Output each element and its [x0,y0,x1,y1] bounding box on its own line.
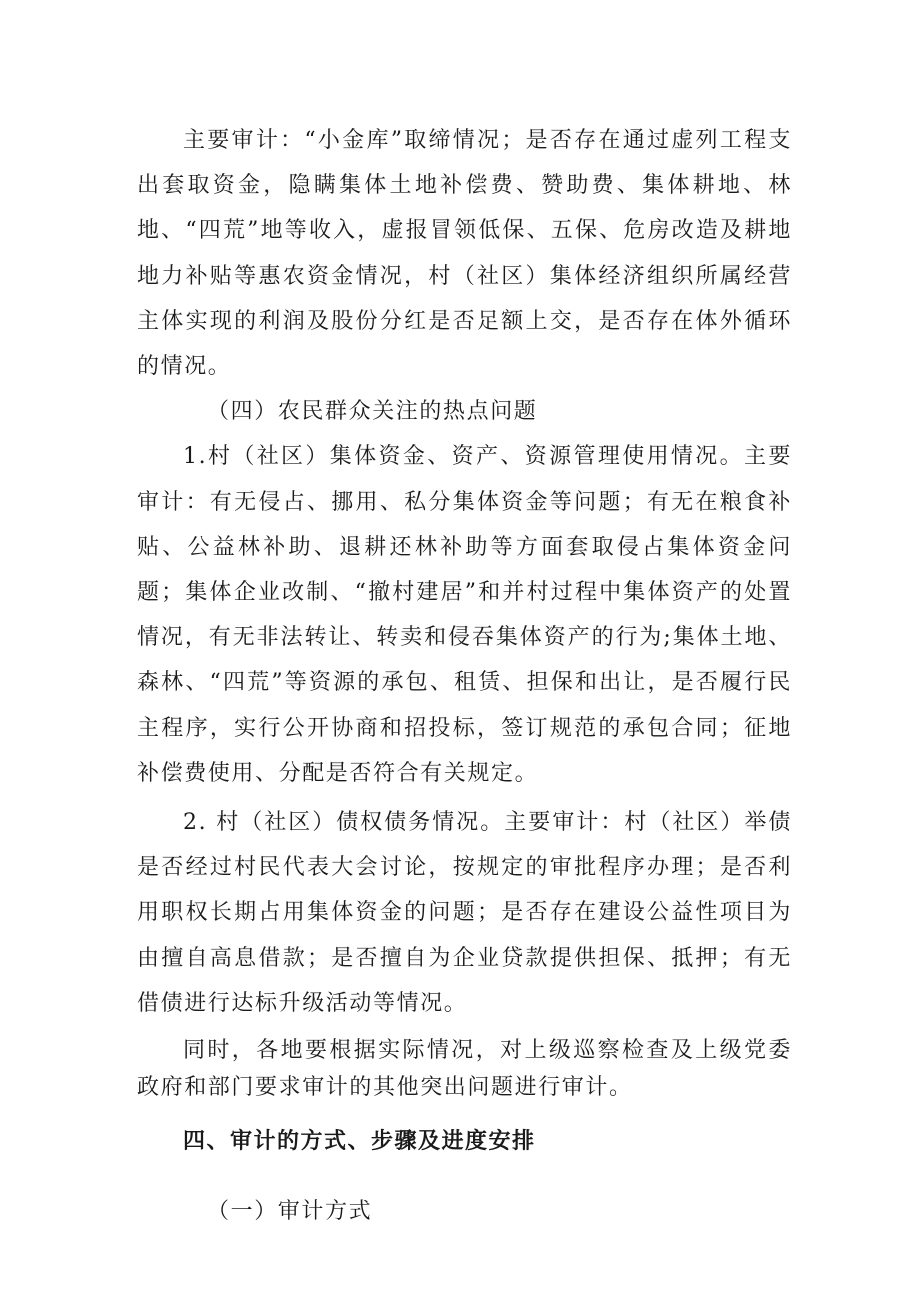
paragraph-item-2: 2. 村（社区）债权债务情况。主要审计：村（社区）举债是否经过村民代表大会讨论，按规定的审批程序办理；是否利用职权长期占用集体资金的问题；是否存在建设公益性项目为由擅自高息借款；是否擅自为企业贷款提供担保、抵押；有无借债进行达标升级活动等情况。 [137,810,792,1016]
subheading-farmer-hotspots: （四）农民群众关注的热点问题 [207,399,538,425]
paragraph-additional-issues: 同时，各地要根据实际情况，对上级巡察检查及上级党委政府和部门要求审计的其他突出问题进行审计。 [137,1038,792,1101]
subheading-audit-method: （一）审计方式 [207,1199,373,1225]
paragraph-item-1: 1.村（社区）集体资金、资产、资源管理使用情况。主要审计：有无侵占、挪用、私分集体资金等问题；有无在粮食补贴、公益林补助、退耕还林补助等方面套取侵占集体资金问题；集体企业改制、“撤村建居”和并村过程中集体资产的处置情况，有无非法转让、转卖和侵吞集体资产的行为;集体土地、森林、“四荒”等资源的承包、租赁、担保和出让，是否履行民主程序，实行公开协商和招投标，签订规范的承包合同；征地补偿费使用、分配是否符合有关规定。 [137,444,792,786]
section-heading-4: 四、审计的方式、步骤及进度安排 [183,1129,536,1155]
document-body [137,118,792,1236]
paragraph-audit-focus: 主要审计：“小金库”取缔情况；是否存在通过虚列工程支出套取资金，隐瞒集体土地补偿费、赞助费、集体耕地、林地、“四荒”地等收入，虚报冒领低保、五保、危房改造及耕地地力补贴等惠农资金情况，村（社区）集体经济组织所属经营主体实现的利润及股份分红是否足额上交，是否存在体外循环的情况。 [137,128,792,380]
